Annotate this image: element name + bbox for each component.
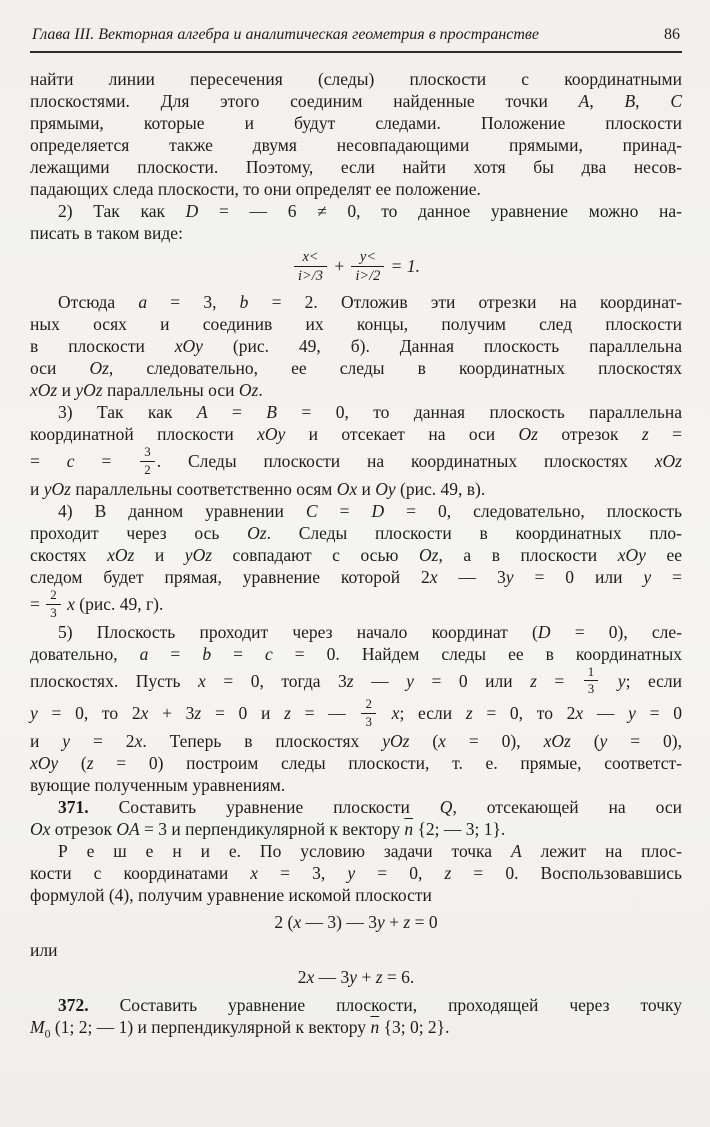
display-formula: 2x — 3y + z = 6. bbox=[297, 967, 415, 988]
text-line: Ox отрезок OA = 3 и перпендикулярной к вектору $\overline{n}$ {2; — 3; 1}. bbox=[30, 819, 506, 840]
text-line: найти линии пересечения (следы) плоскости с координатными bbox=[30, 69, 682, 89]
paragraph bbox=[30, 994, 682, 1045]
text-line: 372. Составить уравнение плоскости, проходящей через точку bbox=[58, 995, 682, 1016]
text-line: = c = $\frac{3}{2}$ . Следы плоскости на координатных плоскостях xOz bbox=[30, 443, 682, 477]
text-line: формулой (4), получим уравнение искомой плоскости bbox=[30, 885, 432, 906]
text-line: оси Oz, следовательно, ее следы в координатных плоскостях bbox=[30, 357, 682, 378]
text-line: в плоскости xOy (рис. 49, б). Данная плоскость параллельна bbox=[30, 335, 682, 356]
text-line: и y = 2x. Теперь в плоскостях yOz (x = 0), xOz (y = 0), bbox=[30, 731, 683, 752]
text-line: y = 0, то 2x + 3z = 0 и z = — $\frac{2}{3}$ x; если z = 0, то 2x — y = 0 bbox=[30, 696, 682, 730]
text-line: 5) Плоскость проходит через начало координат (D = 0), сле- bbox=[58, 621, 683, 642]
text-line: xOz и yOz параллельны оси Oz. bbox=[30, 379, 263, 400]
text-line: проходит через ось Oz. Следы плоскости в координатных пло- bbox=[30, 522, 683, 543]
text-line: $M_0$ (1; 2; — 1) и перпендикулярной к вектору $\overline{n}$ {3; 0; 2}. bbox=[30, 1017, 450, 1041]
paragraph bbox=[30, 621, 682, 797]
page-body bbox=[30, 68, 682, 1045]
chapter-title: Глава III. Векторная алгебра и аналитическая геометрия в пространстве bbox=[32, 26, 539, 43]
paragraph bbox=[30, 939, 682, 961]
paragraph bbox=[30, 840, 682, 906]
text-line: и yOz параллельны соответственно осям Ox и Oy (рис. 49, в). bbox=[30, 478, 486, 499]
text-line: падающих следа плоскости, то они определят ее положение. bbox=[30, 179, 481, 199]
paragraph bbox=[30, 500, 682, 621]
text-line: 371. Составить уравнение плоскости Q, отсекающей на оси bbox=[58, 797, 682, 818]
text-line: следом будет прямая, уравнение которой 2x — 3y = 0 или y = bbox=[30, 566, 682, 587]
text-line: определяется также двумя несовпадающими прямыми, принад- bbox=[30, 135, 682, 155]
paragraph bbox=[30, 796, 682, 840]
text-line: кости с координатами x = 3, y = 0, z = 0. Воспользовавшись bbox=[30, 863, 682, 884]
text-line: 4) В данном уравнении C = D = 0, следовательно, плоскость bbox=[58, 500, 683, 521]
paragraph bbox=[30, 401, 682, 500]
text-line: Р е ш е н и е. По условию задачи точка A лежит на плос- bbox=[58, 841, 682, 862]
text-line: вующие полученным уравнениям. bbox=[30, 775, 286, 796]
display-formula: $\frac{x<}{i>/3}$ + $\frac{y<}{i>/2}$ = 1. bbox=[30, 244, 682, 291]
text-line: xOy (z = 0) построим следы плоскости, т. е. прямые, соответст- bbox=[30, 753, 682, 774]
text-line: координатной плоскости xOy и отсекает на оси Oz отрезок z = bbox=[30, 423, 682, 444]
page-header bbox=[30, 24, 682, 53]
text-line: довательно, a = b = c = 0. Найдем следы ее в координатных bbox=[30, 643, 683, 664]
text-line: прямыми, которые и будут следами. Положение плоскости bbox=[30, 113, 682, 133]
text-line: скостях xOz и yOz совпадают с осью Oz, а в плоскости xOy ее bbox=[30, 544, 682, 565]
text-line: 3) Так как A = B = 0, то данная плоскость параллельна bbox=[58, 401, 683, 422]
display-formula: 2 (x — 3) — 3y + z = 0 bbox=[274, 912, 438, 933]
text-line: плоскостях. Пусть x = 0, тогда 3z — y = 0 или z = $\frac{1}{3}$ y; если bbox=[30, 663, 683, 697]
paragraph bbox=[30, 200, 682, 244]
text-line: или bbox=[30, 940, 58, 961]
text-line: ных осях и соединив их концы, получим след плоскости bbox=[30, 313, 682, 334]
text-line: лежащими плоскости. Поэтому, если найти хотя бы два несов- bbox=[30, 157, 682, 177]
page-number: 86 bbox=[664, 26, 680, 43]
text-line: 2) Так как D = — 6 ≠ 0, то данное уравнение можно на- bbox=[58, 201, 682, 221]
paragraph bbox=[30, 291, 682, 401]
text-line: писать в таком виде: bbox=[30, 223, 183, 243]
text-line: = $\frac{2}{3}$ x (рис. 49, г). bbox=[30, 586, 164, 620]
text-line: Отсюда a = 3, b = 2. Отложив эти отрезки на координат- bbox=[58, 291, 683, 312]
text-line: плоскостями. Для этого соединим найденные точки A, B, C bbox=[30, 91, 683, 111]
paragraph bbox=[30, 68, 682, 200]
